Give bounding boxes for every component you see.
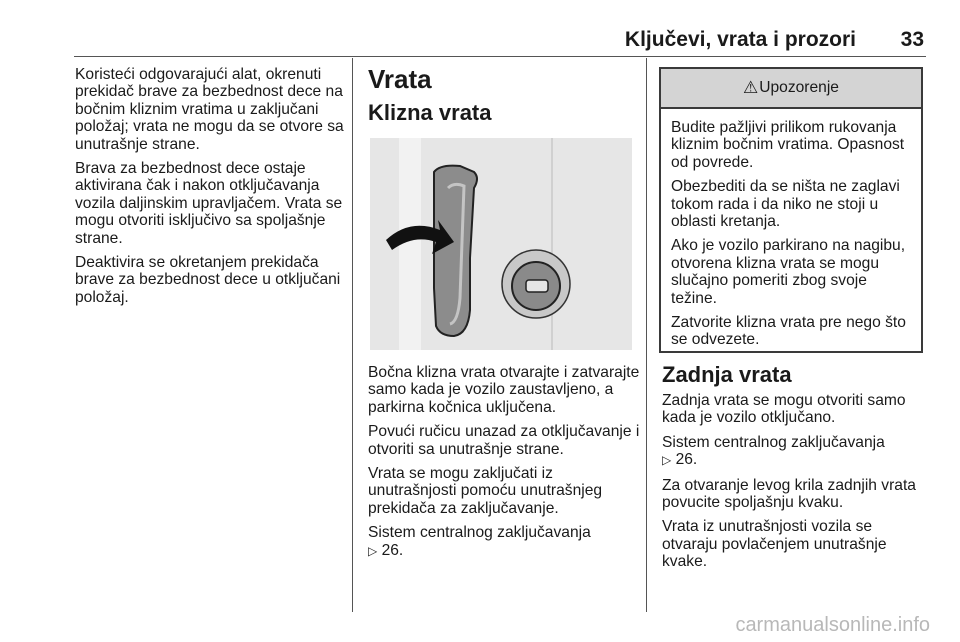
paragraph: Deaktivira se okretanjem prekidača brave za bezbednost dece u otključani položaj.: [75, 254, 341, 306]
sliding-door-figure: [370, 138, 632, 350]
paragraph: Brava za bezbednost dece ostaje aktivirana čak i nakon otključavanja vozila daljinskim upravljačem. Vrata se mogu otvoriti isključivo sa spoljašnje strane.: [75, 160, 343, 247]
paragraph: Vrata se mogu zaključati iz unutrašnjosti pomoću unutrašnjeg prekidača za zaključavanje.: [368, 465, 603, 517]
warning-body: [661, 109, 921, 349]
warning-box: [659, 67, 923, 353]
warning-paragraph: Zatvorite klizna vrata pre nego što se odvezete.: [671, 314, 906, 349]
page-reference-triangle-icon: ▷: [368, 543, 378, 558]
paragraph: Koristeći odgovarajući alat, okrenuti prekidač brave za bezbednost dece na bočnim kliznim vratima u zaključani položaj; vrata ne mogu da se otvore sa unutrašnje strane.: [75, 66, 344, 153]
paragraph: Zadnja vrata se mogu otvoriti samo kada je vozilo otključano.: [662, 392, 906, 427]
paragraph: Bočna klizna vrata otvarajte i zatvarajte samo kada je vozilo zaustavljeno, a parkirna kočnica uključena.: [368, 364, 640, 416]
paragraph: Povući ručicu unazad za otključavanje i otvoriti sa unutrašnje strane.: [368, 423, 640, 458]
paragraph: Vrata iz unutrašnjosti vozila se otvaraju povlačenjem unutrašnje kvake.: [662, 518, 887, 571]
warning-paragraph: Ako je vozilo parkirano na nagibu, otvorena klizna vrata se mogu slučajno pomeriti zbog svoje težine.: [671, 237, 906, 307]
watermark: carmanualsonline.info: [735, 614, 930, 636]
column-divider-right: [646, 58, 647, 612]
warning-header: [661, 69, 921, 109]
warning-paragraph: Budite pažljivi prilikom rukovanja kliznim bočnim vratima. Opasnost od povrede.: [671, 119, 905, 171]
reference-page-link[interactable]: 26.: [381, 541, 404, 559]
section-heading: Zadnja vrata: [662, 362, 792, 387]
paragraph: [368, 524, 640, 560]
page-header-title: Ključevi, vrata i prozori: [624, 28, 856, 51]
reference-text: Sistem centralnog zaključavanja: [662, 433, 885, 451]
paragraph: [662, 434, 927, 470]
section-heading: Vrata: [368, 64, 432, 94]
reference-page-link[interactable]: 26.: [675, 451, 698, 469]
page-number: 33: [900, 28, 924, 51]
subsection-heading: Klizna vrata: [368, 100, 492, 125]
paragraph: Za otvaranje levog krila zadnjih vrata povucite spoljašnju kvaku.: [662, 476, 916, 512]
warning-title: Upozorenje: [759, 79, 839, 96]
warning-paragraph: Obezbediti da se ništa ne zaglavi tokom rada i da niko ne stoji u oblasti kretanja.: [671, 178, 900, 231]
middle-column-header: [368, 64, 638, 126]
column-divider-left: [352, 58, 353, 612]
warning-triangle-icon: ⚠: [742, 78, 759, 97]
middle-column-body: [368, 364, 640, 567]
right-column-body: [662, 362, 927, 578]
reference-text: Sistem centralnog zaključavanja: [368, 524, 591, 542]
page-reference-triangle-icon: ▷: [662, 453, 672, 468]
header-rule: [74, 56, 926, 57]
left-column: [75, 66, 347, 313]
sliding-door-handle-illustration: [370, 138, 632, 350]
